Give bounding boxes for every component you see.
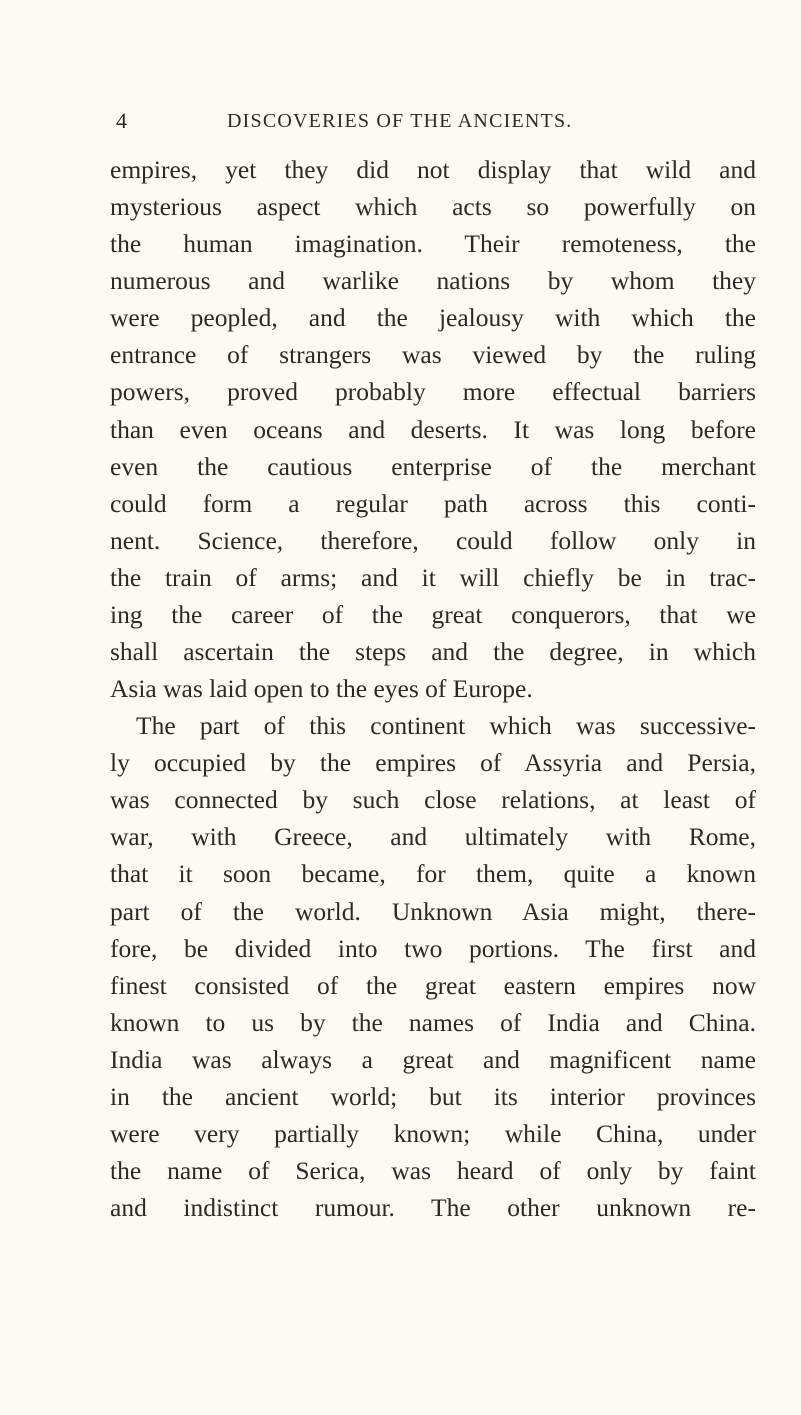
page-number: 4 [116, 108, 127, 133]
text-line: finest consisted of the great eastern empires now [110, 970, 756, 1000]
body-text [110, 151, 756, 1226]
text-line: even the cautious enterprise of the merchant [110, 451, 756, 481]
text-line: that it soon became, for them, quite a known [110, 859, 756, 889]
text-line: ing the career of the great conquerors, that we [110, 599, 756, 629]
text-line: mysterious aspect which acts so powerfully on [110, 192, 756, 222]
text-line: empires, yet they did not display that wild and [110, 155, 756, 184]
text-line: India was always a great and magnificent name [110, 1044, 756, 1074]
text-line: part of the world. Unknown Asia might, there- [110, 896, 756, 926]
text-line: known to us by the names of India and China. [110, 1007, 756, 1037]
text-line: powers, proved probably more effectual barriers [110, 377, 756, 407]
text-line: numerous and warlike nations by whom they [110, 266, 756, 296]
text-line: the train of arms; and it will chiefly be in trac- [110, 562, 756, 592]
running-head [116, 106, 748, 136]
text-line: could form a regular path across this conti- [110, 488, 756, 518]
text-line: the human imagination. Their remoteness, the [110, 229, 756, 259]
text-line: The part of this continent which was successive- [136, 711, 756, 741]
text-line: were very partially known; while China, under [110, 1119, 756, 1149]
text-line: Asia was laid open to the eyes of Europe. [110, 674, 533, 704]
running-title: DISCOVERIES OF THE ANCIENTS. [227, 110, 573, 132]
text-line: than even oceans and deserts. It was long before [110, 414, 756, 444]
text-line: in the ancient world; but its interior provinces [110, 1081, 756, 1111]
text-line: ly occupied by the empires of Assyria and Persia, [110, 748, 756, 778]
text-line: the name of Serica, was heard of only by faint [110, 1156, 756, 1186]
text-line: was connected by such close relations, at least of [110, 785, 756, 815]
text-line: were peopled, and the jealousy with which the [110, 303, 756, 333]
text-line: entrance of strangers was viewed by the ruling [110, 340, 756, 370]
text-line: shall ascertain the steps and the degree, in which [110, 637, 756, 667]
text-line: and indistinct rumour. The other unknown re- [110, 1193, 756, 1223]
text-line: fore, be divided into two portions. The first and [110, 933, 756, 963]
text-line: war, with Greece, and ultimately with Rome, [110, 822, 756, 852]
text-line: nent. Science, therefore, could follow only in [110, 525, 756, 555]
